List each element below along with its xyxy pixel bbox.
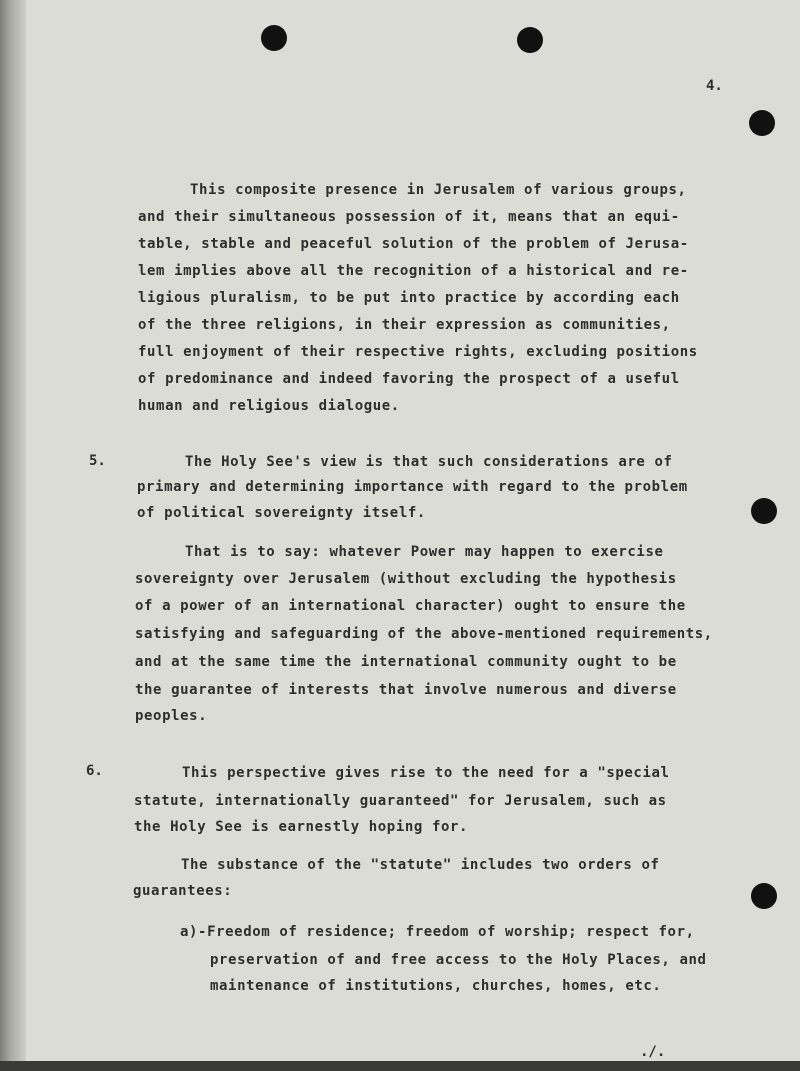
text-line: satisfying and safeguarding of the above-mentioned requirements,: [135, 626, 713, 642]
punch-hole: [749, 110, 775, 136]
text-line: and at the same time the international community ought to be: [135, 654, 677, 670]
text-line: of political sovereignty itself.: [137, 505, 426, 521]
text-line: of predominance and indeed favoring the prospect of a useful: [138, 371, 680, 387]
page-bottom-edge: [0, 1061, 800, 1071]
punch-hole: [261, 25, 287, 51]
section-number: 5.: [89, 453, 106, 469]
text-line: human and religious dialogue.: [138, 398, 400, 414]
text-line: of a power of an international character) ought to ensure the: [135, 598, 686, 614]
text-line: maintenance of institutions, churches, homes, etc.: [210, 978, 662, 994]
text-line: table, stable and peaceful solution of the problem of Jerusa-: [138, 236, 689, 252]
page-number: 4.: [706, 78, 723, 94]
text-line: preservation of and free access to the Holy Places, and: [210, 952, 707, 968]
text-line: of the three religions, in their expression as communities,: [138, 317, 671, 333]
text-line: statute, internationally guaranteed" for Jerusalem, such as: [134, 793, 667, 809]
text-line: primary and determining importance with regard to the problem: [137, 479, 688, 495]
text-line: This perspective gives rise to the need for a "special: [182, 765, 670, 781]
punch-hole: [751, 498, 777, 524]
text-line: That is to say: whatever Power may happen to exercise: [185, 544, 664, 560]
continuation-mark: ./.: [640, 1044, 666, 1060]
punch-hole: [751, 883, 777, 909]
punch-hole: [517, 27, 543, 53]
text-line: and their simultaneous possession of it, means that an equi-: [138, 209, 680, 225]
text-line: lem implies above all the recognition of a historical and re-: [138, 263, 689, 279]
text-line: ligious pluralism, to be put into practice by according each: [138, 290, 680, 306]
text-line: peoples.: [135, 708, 208, 724]
text-line: guarantees:: [133, 883, 233, 899]
text-line: a)-Freedom of residence; freedom of worship; respect for,: [180, 924, 695, 940]
text-line: sovereignty over Jerusalem (without excluding the hypothesis: [135, 571, 677, 587]
text-line: The substance of the "statute" includes two orders of: [181, 857, 660, 873]
text-line: This composite presence in Jerusalem of various groups,: [190, 182, 687, 198]
page-left-edge: [0, 0, 26, 1071]
text-line: The Holy See's view is that such considerations are of: [185, 454, 673, 470]
section-number: 6.: [86, 763, 103, 779]
text-line: the guarantee of interests that involve numerous and diverse: [135, 682, 677, 698]
text-line: the Holy See is earnestly hoping for.: [134, 819, 469, 835]
text-line: full enjoyment of their respective rights, excluding positions: [138, 344, 698, 360]
